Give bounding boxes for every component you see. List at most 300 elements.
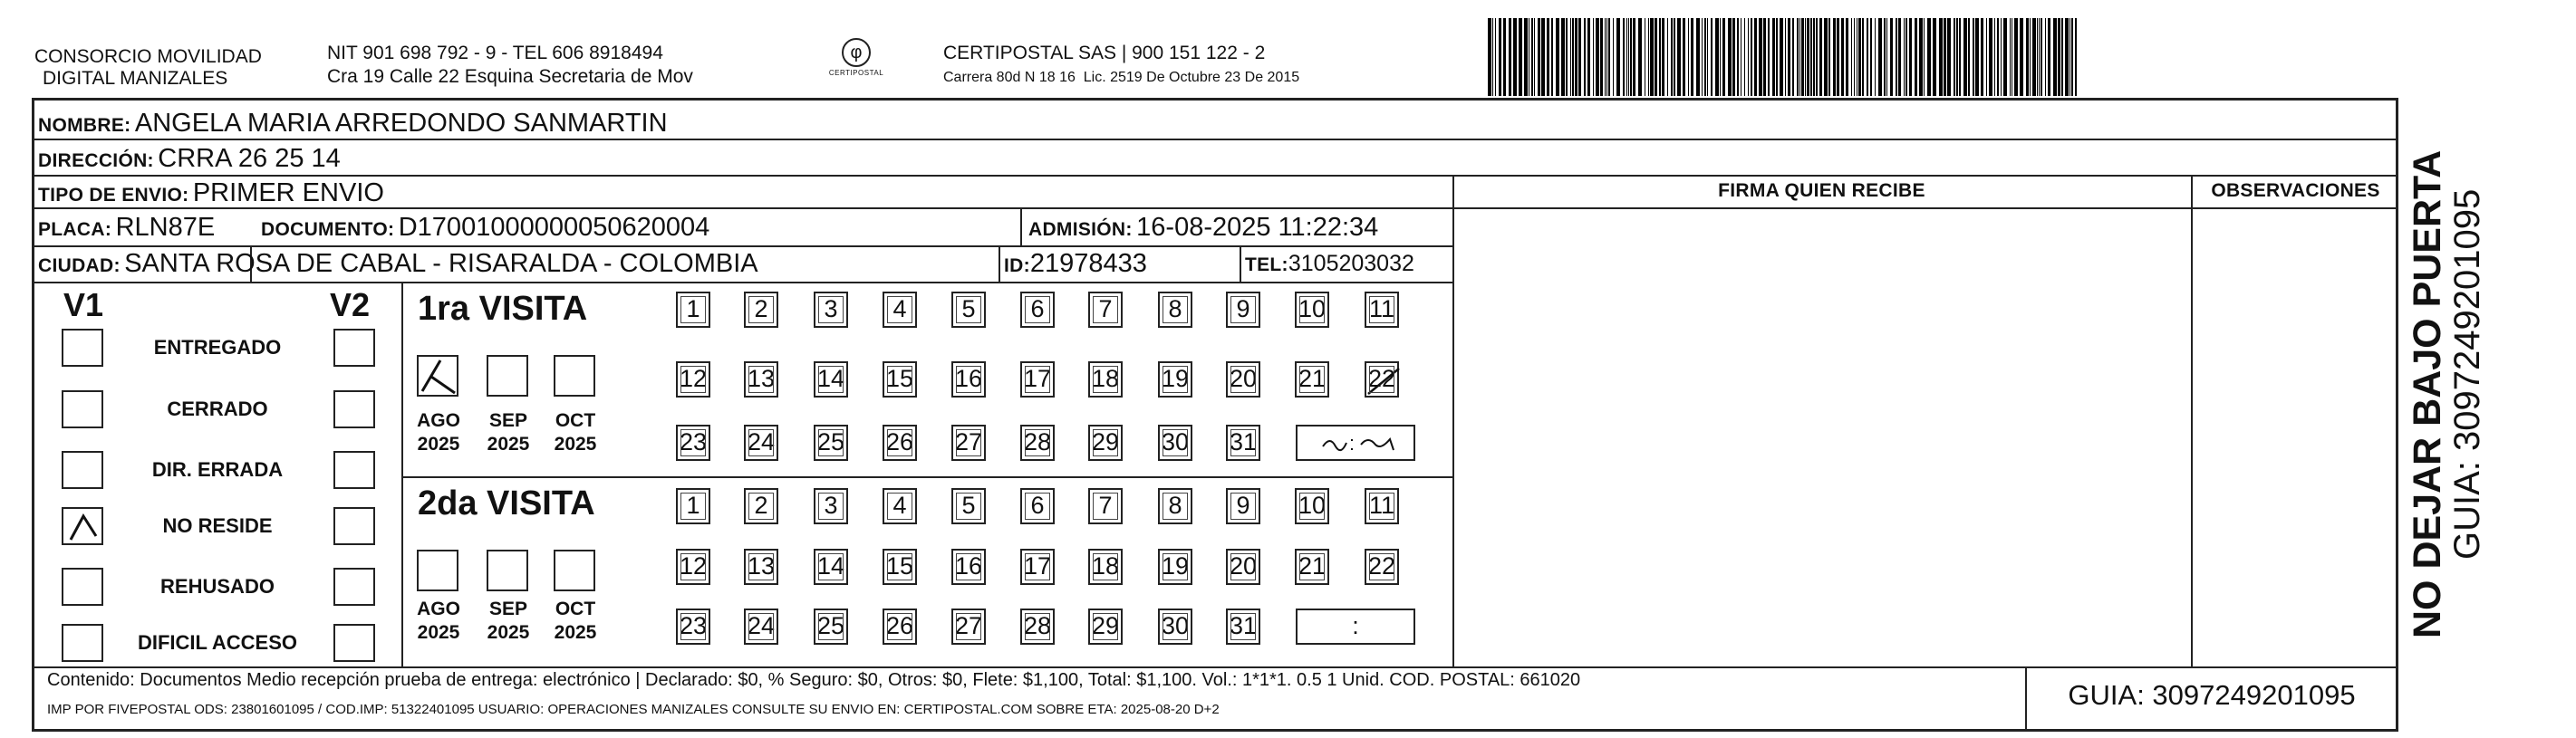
nombre-row	[38, 109, 668, 142]
first-visit-day-22[interactable]: 22	[1365, 361, 1399, 398]
v1-checkbox-entregado[interactable]	[62, 329, 103, 367]
strike-mark-icon	[1366, 363, 1401, 399]
placa-value: RLN87E	[115, 213, 216, 242]
barcode-bar	[1492, 18, 1493, 96]
barcode-bar	[1975, 18, 1979, 96]
barcode-bar	[1994, 18, 1995, 96]
barcode-bar	[1799, 18, 1800, 96]
barcode-bar	[1933, 18, 1936, 96]
v1-checkbox-no-reside[interactable]	[62, 507, 103, 545]
first-visit-month-label-sep	[483, 409, 534, 456]
first-visit-day-4[interactable]: 4	[883, 292, 917, 328]
column-divider	[1452, 175, 1454, 668]
first-visit-month-ago-checkbox[interactable]	[417, 355, 458, 397]
first-visit-day-9[interactable]: 9	[1226, 292, 1260, 328]
tel-row	[1245, 249, 1414, 282]
barcode-bar	[2048, 18, 2050, 96]
company-name-line1: CONSORCIO MOVILIDAD	[34, 46, 262, 67]
certipostal-address-line: Carrera 80d N 18 16 Lic. 2519 De Octubre 23 De 2015	[943, 70, 1300, 85]
barcode-bar	[1956, 18, 1958, 96]
v2-checkbox-dificil-acceso[interactable]	[333, 624, 375, 662]
barcode-bar	[2032, 18, 2036, 96]
barcode-bar	[1606, 18, 1607, 96]
second-visit-day-24[interactable]: 24	[744, 609, 778, 645]
barcode-bar	[1513, 18, 1517, 96]
second-visit-day-13[interactable]: 13	[744, 549, 778, 585]
second-visit-day-30[interactable]: 30	[1158, 609, 1192, 645]
barcode-bar	[1819, 18, 1822, 96]
placa-label: PLACA:	[38, 219, 112, 240]
first-visit-month-sep-checkbox[interactable]	[487, 355, 528, 397]
first-visit-day-19[interactable]: 19	[1158, 361, 1192, 398]
barcode-bar	[1519, 18, 1522, 96]
barcode-bar	[1707, 18, 1708, 96]
side-guia-number: GUIA: 3097249201095	[2447, 188, 2487, 560]
first-visit-time-box[interactable]	[1296, 425, 1415, 461]
first-visit-day-3[interactable]: 3	[814, 292, 848, 328]
first-visit-day-29[interactable]: 29	[1088, 425, 1123, 461]
barcode-bar	[1939, 18, 1943, 96]
barcode-bar	[2037, 18, 2038, 96]
v2-checkbox-no-reside[interactable]	[333, 507, 375, 545]
barcode-bar	[1924, 18, 1925, 96]
barcode-bar	[1499, 18, 1501, 96]
second-visit-month-oct-checkbox[interactable]	[554, 550, 595, 591]
barcode-bar	[1551, 18, 1553, 96]
first-visit-month-label-ago	[413, 409, 464, 456]
barcode-bar	[1556, 18, 1559, 96]
second-visit-day-26[interactable]: 26	[883, 609, 917, 645]
barcode-bar	[1628, 18, 1629, 96]
barcode-bar	[1495, 18, 1496, 96]
admision-label: ADMISIÓN:	[1028, 219, 1133, 240]
barcode-bar	[1683, 18, 1685, 96]
ciudad-label: CIUDAD:	[38, 255, 121, 276]
certipostal-logo	[828, 38, 884, 87]
month-name: SEP	[488, 599, 528, 619]
second-visit-day-17[interactable]: 17	[1020, 549, 1055, 585]
second-visit-day-8[interactable]: 8	[1158, 488, 1192, 524]
first-visit-day-24[interactable]: 24	[744, 425, 778, 461]
firma-label: FIRMA QUIEN RECIBE	[1718, 180, 1925, 201]
barcode-bar	[1561, 18, 1565, 96]
second-visit-day-15[interactable]: 15	[883, 549, 917, 585]
barcode-bar	[1833, 18, 1836, 96]
month-year: 2025	[417, 622, 460, 643]
barcode-bar	[1722, 18, 1725, 96]
first-visit-day-26[interactable]: 26	[883, 425, 917, 461]
second-visit-day-29[interactable]: 29	[1088, 609, 1123, 645]
v2-header: V2	[330, 286, 371, 323]
barcode-bar	[1613, 18, 1614, 96]
id-row	[1004, 249, 1147, 283]
barcode-bar	[2026, 18, 2029, 96]
barcode-bar	[1696, 18, 1700, 96]
second-visit-day-9[interactable]: 9	[1226, 488, 1260, 524]
tel-label: TEL:	[1245, 254, 1288, 275]
barcode-bar	[1674, 18, 1675, 96]
check-mark-icon	[419, 357, 458, 397]
barcode-bar	[1898, 18, 1901, 96]
barcode-bar	[1566, 18, 1568, 96]
month-year: 2025	[554, 434, 597, 455]
second-visit-day-27[interactable]: 27	[951, 609, 986, 645]
second-visit-day-6[interactable]: 6	[1020, 488, 1055, 524]
barcode-bar	[1584, 18, 1586, 96]
month-year: 2025	[554, 622, 597, 643]
first-visit-day-10[interactable]: 10	[1295, 292, 1329, 328]
v2-checkbox-dir-errada[interactable]	[333, 451, 375, 489]
second-visit-month-ago-checkbox[interactable]	[417, 550, 458, 591]
id-label: ID:	[1004, 255, 1030, 276]
first-visit-day-20[interactable]: 20	[1226, 361, 1260, 398]
handwritten-time-icon	[1298, 427, 1413, 459]
barcode-bar	[1909, 18, 1912, 96]
barcode-bar	[1751, 18, 1752, 96]
barcode-bar	[1655, 18, 1657, 96]
second-visit-day-3[interactable]: 3	[814, 488, 848, 524]
barcode-bar	[1854, 18, 1855, 96]
month-year: 2025	[417, 434, 460, 455]
barcode-bar	[1776, 18, 1778, 96]
observaciones-label: OBSERVACIONES	[2211, 180, 2380, 201]
barcode-bar	[1633, 18, 1635, 96]
second-visit-day-11[interactable]: 11	[1365, 488, 1399, 524]
barcode-bar	[1626, 18, 1627, 96]
barcode-bar	[1867, 18, 1868, 96]
first-visit-day-14[interactable]: 14	[814, 361, 848, 398]
v2-checkbox-rehusado[interactable]	[333, 568, 375, 606]
second-visit-day-19[interactable]: 19	[1158, 549, 1192, 585]
barcode-bar	[1890, 18, 1893, 96]
first-visit-day-5[interactable]: 5	[951, 292, 986, 328]
second-visit-month-sep-checkbox[interactable]	[487, 550, 528, 591]
company-name-line2: DIGITAL MANIZALES	[43, 68, 228, 89]
second-visit-day-18[interactable]: 18	[1088, 549, 1123, 585]
first-visit-day-7[interactable]: 7	[1088, 292, 1123, 328]
second-visit-day-4[interactable]: 4	[883, 488, 917, 524]
barcode-bar	[1732, 18, 1735, 96]
first-visit-day-30[interactable]: 30	[1158, 425, 1192, 461]
barcode-bar	[1587, 18, 1590, 96]
address-line: Cra 19 Calle 22 Esquina Secretaria de Mov	[327, 66, 693, 87]
first-visit-day-28[interactable]: 28	[1020, 425, 1055, 461]
barcode-bar	[1927, 18, 1931, 96]
barcode-bar	[1947, 18, 1951, 96]
first-visit-day-25[interactable]: 25	[814, 425, 848, 461]
barcode-bar	[1748, 18, 1749, 96]
barcode-bar	[1989, 18, 1992, 96]
barcode-bar	[2001, 18, 2002, 96]
v1-header: V1	[63, 286, 104, 323]
barcode-bar	[1816, 18, 1818, 96]
barcode-bar	[1572, 18, 1574, 96]
month-name: AGO	[417, 599, 460, 619]
cell-divider	[1020, 207, 1022, 245]
signature-header-divider	[1452, 207, 2398, 209]
barcode-bar	[1593, 18, 1594, 96]
first-visit-day-23[interactable]: 23	[676, 425, 710, 461]
barcode-bar	[1688, 18, 1689, 96]
barcode-bar	[1807, 18, 1809, 96]
barcode-bar	[1531, 18, 1533, 96]
tel-value: 3105203032	[1288, 251, 1414, 276]
tipo-envio-label: TIPO DE ENVIO:	[38, 185, 189, 206]
barcode-bar	[1944, 18, 1946, 96]
barcode-bar	[1524, 18, 1528, 96]
second-visit-day-14[interactable]: 14	[814, 549, 848, 585]
v1-checkbox-cerrado[interactable]	[62, 390, 103, 428]
barcode-bar	[1805, 18, 1806, 96]
second-visit-day-12[interactable]: 12	[676, 549, 710, 585]
barcode-bar	[1662, 18, 1664, 96]
check-mark-icon	[63, 509, 103, 545]
barcode-bar	[2061, 18, 2063, 96]
barcode-bar	[1915, 18, 1917, 96]
second-visit-day-7[interactable]: 7	[1088, 488, 1123, 524]
barcode-bar	[1578, 18, 1581, 96]
second-visit-month-label-ago	[413, 598, 464, 645]
barcode-bar	[1608, 18, 1610, 96]
documento-row	[261, 213, 709, 246]
barcode-bar	[2014, 18, 2018, 96]
month-name: OCT	[555, 410, 596, 431]
second-visit-day-22[interactable]: 22	[1365, 549, 1399, 585]
barcode-bar	[1968, 18, 1970, 96]
first-visit-day-21[interactable]: 21	[1295, 361, 1329, 398]
second-visit-month-label-sep	[483, 598, 534, 645]
second-visit-day-1[interactable]: 1	[676, 488, 710, 524]
second-visit-day-20[interactable]: 20	[1226, 549, 1260, 585]
barcode-bar	[2045, 18, 2046, 96]
no-dejar-bajo-puerta: NO DEJAR BAJO PUERTA	[2406, 149, 2449, 638]
barcode-bar	[2003, 18, 2007, 96]
barcode-bar	[1728, 18, 1732, 96]
barcode-bar	[2058, 18, 2060, 96]
barcode-bar	[1981, 18, 1983, 96]
barcode-bar	[1841, 18, 1844, 96]
barcode-bar	[2075, 18, 2077, 96]
status-label-rehusado: REHUSADO	[160, 575, 275, 598]
certipostal-nit-line: CERTIPOSTAL SAS | 900 151 122 - 2	[943, 43, 1266, 63]
barcode-bar	[1824, 18, 1828, 96]
barcode-bar	[1851, 18, 1852, 96]
barcode-bar	[1570, 18, 1571, 96]
second-visit-day-2[interactable]: 2	[744, 488, 778, 524]
admision-value: 16-08-2025 11:22:34	[1136, 213, 1379, 242]
second-visit-day-10[interactable]: 10	[1295, 488, 1329, 524]
barcode-bar	[1702, 18, 1703, 96]
observaciones-header	[2193, 177, 2398, 207]
barcode-bar	[1744, 18, 1745, 96]
placa-row	[38, 213, 215, 246]
barcode	[1488, 18, 2222, 96]
month-name: OCT	[555, 599, 596, 619]
first-visit-day-1[interactable]: 1	[676, 292, 710, 328]
v1-checkbox-rehusado[interactable]	[62, 568, 103, 606]
firma-header	[1452, 177, 2191, 207]
barcode-bar	[1973, 18, 1974, 96]
nombre-value: ANGELA MARIA ARREDONDO SANMARTIN	[134, 109, 668, 138]
second-visit-day-21[interactable]: 21	[1295, 549, 1329, 585]
barcode-bar	[1959, 18, 1961, 96]
cell-divider	[1240, 245, 1241, 282]
barcode-bar	[2030, 18, 2031, 96]
nombre-label: NOMBRE:	[38, 115, 131, 136]
barcode-bar	[1605, 18, 1606, 96]
status-label-entregado: ENTREGADO	[153, 336, 282, 359]
first-visit-day-8[interactable]: 8	[1158, 292, 1192, 328]
barcode-bar	[2010, 18, 2011, 96]
barcode-bar	[1858, 18, 1861, 96]
cell-divider	[401, 282, 403, 666]
second-visit-day-25[interactable]: 25	[814, 609, 848, 645]
first-visit-day-27[interactable]: 27	[951, 425, 986, 461]
barcode-bar	[1963, 18, 1967, 96]
ciudad-row	[38, 249, 758, 283]
barcode-bar	[1813, 18, 1815, 96]
barcode-bar	[1534, 18, 1535, 96]
barcode-bar	[1792, 18, 1794, 96]
status-label-dir-errada: DIR. ERRADA	[151, 458, 284, 481]
status-label-cerrado: CERRADO	[167, 398, 268, 420]
second-visit-label: 2da VISITA	[418, 484, 595, 522]
direccion-value: CRRA 26 25 14	[158, 144, 341, 173]
barcode-bar	[1780, 18, 1783, 96]
barcode-bar	[1870, 18, 1872, 96]
first-visit-day-18[interactable]: 18	[1088, 361, 1123, 398]
barcode-bar	[1704, 18, 1706, 96]
barcode-bar	[1875, 18, 1876, 96]
barcode-bar	[1919, 18, 1923, 96]
barcode-bar	[1600, 18, 1603, 96]
first-visit-day-17[interactable]: 17	[1020, 361, 1055, 398]
barcode-bar	[1509, 18, 1511, 96]
month-name: AGO	[417, 410, 460, 431]
imp-line: IMP POR FIVEPOSTAL ODS: 23801601095 / COD.IMP: 51322401095 USUARIO: OPERACIONES MANIZALES CONSULTE SU ENVIO EN: CERTIPOSTAL.COM SOBRE ETA: 2025-08-20 D+2	[47, 702, 1220, 717]
barcode-bar	[1886, 18, 1887, 96]
first-visit-day-12[interactable]: 12	[676, 361, 710, 398]
barcode-bar	[2039, 18, 2040, 96]
barcode-bar	[1896, 18, 1897, 96]
barcode-bar	[1785, 18, 1786, 96]
barcode-bar	[1846, 18, 1848, 96]
barcode-bar	[2065, 18, 2069, 96]
tipo-envio-row	[38, 178, 384, 212]
logo-caption: CERTIPOSTAL	[828, 69, 884, 77]
barcode-bar	[1759, 18, 1762, 96]
barcode-bar	[1667, 18, 1668, 96]
barcode-bar	[1677, 18, 1681, 96]
barcode-bar	[1878, 18, 1882, 96]
barcode-bar	[1541, 18, 1545, 96]
second-visit-day-23[interactable]: 23	[676, 609, 710, 645]
guia-footer: GUIA: 3097249201095	[2068, 679, 2356, 711]
barcode-bar	[2053, 18, 2057, 96]
first-visit-day-13[interactable]: 13	[744, 361, 778, 398]
second-visit-day-31[interactable]: 31	[1226, 609, 1260, 645]
first-visit-day-6[interactable]: 6	[1020, 292, 1055, 328]
second-visit-day-16[interactable]: 16	[951, 549, 986, 585]
v2-checkbox-entregado[interactable]	[333, 329, 375, 367]
barcode-bar	[2069, 18, 2070, 96]
barcode-bar	[2071, 18, 2073, 96]
second-visit-time-box[interactable]: :	[1296, 609, 1415, 645]
first-visit-day-16[interactable]: 16	[951, 361, 986, 398]
barcode-bar	[1862, 18, 1864, 96]
barcode-bar	[1715, 18, 1719, 96]
barcode-bar	[1905, 18, 1907, 96]
v1-checkbox-dir-errada[interactable]	[62, 451, 103, 489]
contenido-line: Contenido: Documentos Medio recepción prueba de entrega: electrónico | Declarado: $0, % Seguro: $0, Otros: $0, Flete: $1,100, Total: $1,100. Vol.: 1*1*1. 0.5 1 Unid. COD. POSTAL: 661020	[47, 670, 1581, 690]
month-year: 2025	[487, 434, 530, 455]
barcode-bar	[2020, 18, 2023, 96]
barcode-bar	[1788, 18, 1790, 96]
direccion-row	[38, 144, 341, 177]
barcode-bar	[1884, 18, 1886, 96]
barcode-bar	[1768, 18, 1770, 96]
second-visit-day-5[interactable]: 5	[951, 488, 986, 524]
month-year: 2025	[487, 622, 530, 643]
barcode-bar	[1711, 18, 1713, 96]
column-divider	[2191, 175, 2193, 668]
barcode-bar	[1763, 18, 1766, 96]
first-visit-month-oct-checkbox[interactable]	[554, 355, 595, 397]
month-name: SEP	[488, 410, 528, 431]
v2-checkbox-cerrado[interactable]	[333, 390, 375, 428]
barcode-bar	[1650, 18, 1654, 96]
id-value: 21978433	[1029, 249, 1147, 278]
barcode-bar	[1997, 18, 1999, 96]
barcode-bar	[1503, 18, 1506, 96]
documento-label: DOCUMENTO:	[261, 219, 395, 240]
barcode-bar	[1616, 18, 1620, 96]
barcode-bar	[1671, 18, 1673, 96]
ciudad-value: SANTA ROSA DE CABAL - RISARALDA - COLOMBIA	[124, 249, 758, 278]
first-visit-day-15[interactable]: 15	[883, 361, 917, 398]
first-visit-label: 1ra VISITA	[418, 290, 588, 328]
direccion-label: DIRECCIÓN:	[38, 150, 154, 171]
tipo-envio-value: PRIMER ENVIO	[192, 178, 384, 207]
first-visit-day-2[interactable]: 2	[744, 292, 778, 328]
status-label-dificil-acceso: DIFICIL ACCESO	[137, 631, 297, 654]
barcode-bar	[1986, 18, 1987, 96]
first-visit-day-31[interactable]: 31	[1226, 425, 1260, 461]
barcode-bar	[1623, 18, 1625, 96]
admision-row	[1028, 213, 1378, 246]
barcode-bar	[1575, 18, 1577, 96]
barcode-bar	[1630, 18, 1632, 96]
barcode-bar	[1638, 18, 1642, 96]
first-visit-day-11[interactable]: 11	[1365, 292, 1399, 328]
barcode-bar	[2041, 18, 2042, 96]
barcode-bar	[1772, 18, 1775, 96]
barcode-bar	[1648, 18, 1649, 96]
second-visit-day-28[interactable]: 28	[1020, 609, 1055, 645]
barcode-bar	[1720, 18, 1721, 96]
barcode-bar	[1547, 18, 1549, 96]
v1-checkbox-dificil-acceso[interactable]	[62, 624, 103, 662]
barcode-bar	[1488, 18, 1491, 96]
barcode-bar	[1904, 18, 1905, 96]
barcode-bar	[1659, 18, 1661, 96]
barcode-bar	[1828, 18, 1830, 96]
first-visit-month-label-oct	[550, 409, 601, 456]
cell-divider	[999, 245, 1000, 282]
status-label-no-reside: NO RESIDE	[162, 514, 273, 537]
logo-emblem-icon: φ	[842, 38, 871, 67]
documento-value: D17001000000050620004	[398, 213, 710, 242]
